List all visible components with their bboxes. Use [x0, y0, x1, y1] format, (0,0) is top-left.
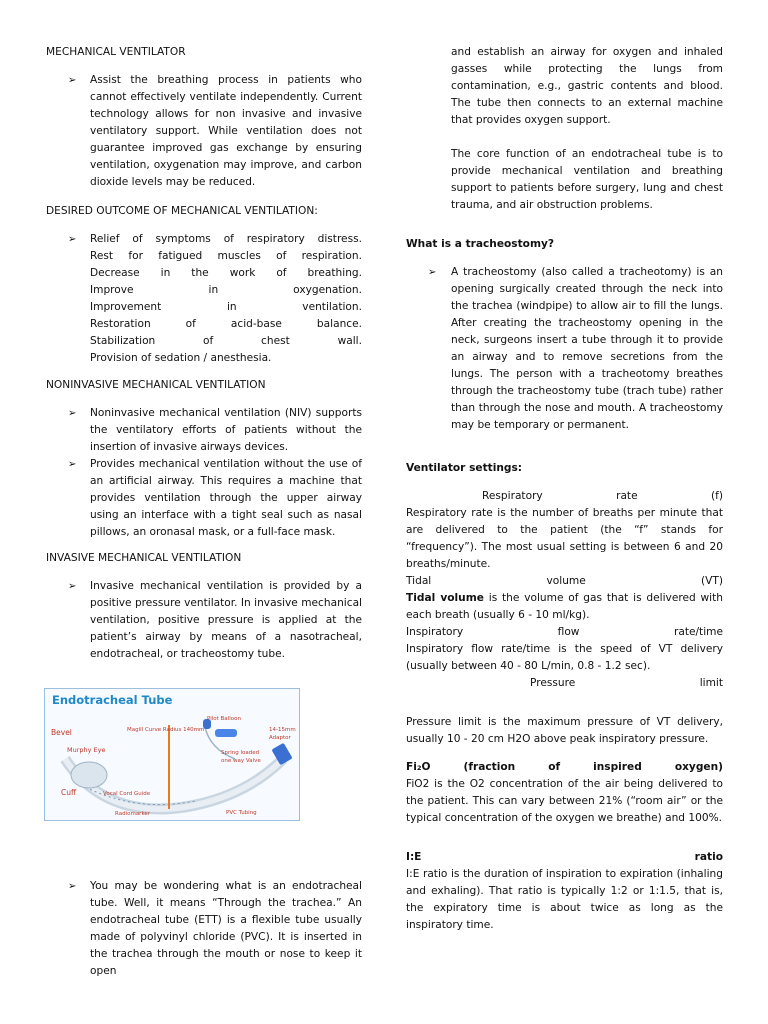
list-item: Improvement in ventilation.: [90, 301, 362, 313]
setting-tidal-volume-head: Tidal volume (VT): [406, 575, 723, 587]
setting-pressure-limit: Pressure limit is the maximum pressure of VT delivery, usually 10 - 20 cm H2O above peak inspiratory pressure.: [406, 716, 723, 745]
label-radiomarker: Radiomarker: [115, 811, 151, 817]
setting-ie-ratio: I:E ratio is the duration of inspiration to expiration (inhaling and exhaling). That ratio is typically 1:2 or 1:1.5, that is, the expiratory time is about twice as long as the inspiratory time.: [406, 868, 723, 931]
label-magill-curve: Magill Curve Radius 140mm: [127, 727, 205, 733]
heading-ventilator-settings: Ventilator settings:: [406, 462, 522, 474]
heading-desired-outcome: [46, 203, 362, 220]
endotracheal-tube-figure: [44, 688, 300, 821]
label-bevel: Bevel: [51, 728, 72, 737]
setting-fio2: FiO2 is the O2 concentration of the air being delivered to the patient. This can vary between 21% (“room air” or the typical concentration of the oxygen we breathe) and 100%.: [406, 778, 723, 824]
bullet-tracheostomy: ➢ A tracheostomy (also called a tracheotomy) is an opening surgically created through the neck into the trachea (windpipe) to allow air to fill the lungs. After creating the tracheostomy opening in the neck, surgeons insert a tube through it to provide an airway and to remove secretions from the lungs. The person with a tracheotomy breathes through the tracheostomy tube (trach tube) rather than through the nose and mouth. A tracheostomy may be temporary or permanent.: [406, 264, 723, 434]
setting-respiratory-rate-head: Respiratory rate (f): [482, 490, 723, 502]
setting-pressure-limit-head: Pressure limit: [530, 677, 723, 689]
heading-mechanical-ventilator: MECHANICAL VENTILATOR: [46, 46, 186, 58]
label-vocal-cord-guide: Vocal Cord Guide: [103, 791, 151, 797]
bullet-assist-breathing: ➢ Assist the breathing process in patients who cannot effectively ventilate independently. Current technology allows for non invasive and invasive ventilatory support. While ventilation does not guarantee improved gas exchange by ensuring ventilation, oxygenation may improve, and carbon dioxide levels may be reduced.: [46, 72, 362, 191]
setting-fio2-head: Fi₂O (fraction of inspired oxygen): [406, 761, 723, 773]
label-cuff: Cuff: [61, 788, 77, 797]
bullet-invasive: ➢ Invasive mechanical ventilation is provided by a positive pressure ventilator. In invasive mechanical ventilation, positive pressure is applied at the patient’s airway by means of a nasotracheal, endotracheal, or tracheostomy tube.: [46, 578, 362, 663]
bullet-niv-provides: ➢ Provides mechanical ventilation without the use of an artificial airway. This requires a machine that provides ventilation through the upper airway using an interface with a tight seal such as nasal pillows, an oronasal mask, or a full-face mask.: [46, 456, 362, 541]
para-core-function: The core function of an endotracheal tube is to provide mechanical ventilation and breathing support to patients before surgery, lung and chest trauma, and air obstruction problems.: [451, 148, 723, 211]
setting-tidal-volume: [406, 590, 723, 624]
list-item: Decrease in the work of breathing.: [90, 267, 362, 279]
list-item: Restoration of acid-base balance.: [90, 318, 362, 330]
label-murphy-eye: Murphy Eye: [67, 746, 106, 754]
left-column: [46, 44, 362, 663]
setting-inspiratory-flow-head: Inspiratory flow rate/time: [406, 626, 723, 638]
heading-tracheostomy: What is a tracheostomy?: [406, 238, 555, 250]
list-item: Stabilization of chest wall.: [90, 335, 362, 347]
list-item: Improve in oxygenation.: [90, 284, 362, 296]
right-column: [406, 44, 723, 934]
label-pvc-tubing: PVC Tubing: [226, 810, 257, 816]
list-item: ➢ Relief of symptoms of respiratory distress.: [90, 233, 362, 245]
outcomes-list: [46, 231, 362, 367]
list-item: Rest for fatigued muscles of respiration.: [90, 250, 362, 262]
figure-title: Endotracheal Tube: [52, 693, 173, 707]
heading-colon: :: [314, 205, 318, 217]
list-item: Provision of sedation / anesthesia.: [90, 352, 272, 364]
setting-ie-ratio-head: I:E ratio: [406, 851, 723, 863]
heading-noninvasive: NONINVASIVE MECHANICAL VENTILATION: [46, 379, 266, 391]
para-establish-airway: and establish an airway for oxygen and inhaled gasses while protecting the lungs from contamination, e.g., gastric contents and blood. The tube then connects to an external machine that provides oxygen support.: [451, 46, 723, 126]
tidal-volume-desc: is the volume of gas that is delivered with each breath (usually 6 - 10 ml/kg).: [406, 592, 723, 621]
setting-inspiratory-flow: Inspiratory flow rate/time is the speed of VT delivery (usually between 40 - 80 L/min, 0.8 - 1.2 sec).: [406, 643, 723, 672]
label-pilot-balloon: Pilot Balloon: [207, 716, 241, 722]
left-column-bottom: [46, 878, 362, 980]
bullet-niv-supports: ➢ Noninvasive mechanical ventilation (NIV) supports the ventilatory efforts of patients without the insertion of invasive airways devices.: [46, 405, 362, 456]
label-spring-valve: Spring loaded one way Valve: [221, 750, 261, 764]
heading-desired-outcome-text: DESIRED OUTCOME OF MECHANICAL VENTILATION: [46, 205, 315, 217]
setting-respiratory-rate: Respiratory rate is the number of breaths per minute that are delivered to the patient (the “f” stands for “frequency”). The most usual setting is between 6 and 20 breaths/minute.: [406, 507, 723, 570]
bullet-endotracheal: ➢ You may be wondering what is an endotracheal tube. Well, it means “Through the trachea.” An endotracheal tube (ETT) is a flexible tube usually made of polyvinyl chloride (PVC). It is inserted in the trachea through the mouth or nose to keep it open: [46, 878, 362, 980]
label-adaptor: 14-15mm Adaptor: [269, 727, 296, 741]
heading-invasive: INVASIVE MECHANICAL VENTILATION: [46, 552, 242, 564]
tidal-volume-term: Tidal volume: [406, 592, 484, 604]
